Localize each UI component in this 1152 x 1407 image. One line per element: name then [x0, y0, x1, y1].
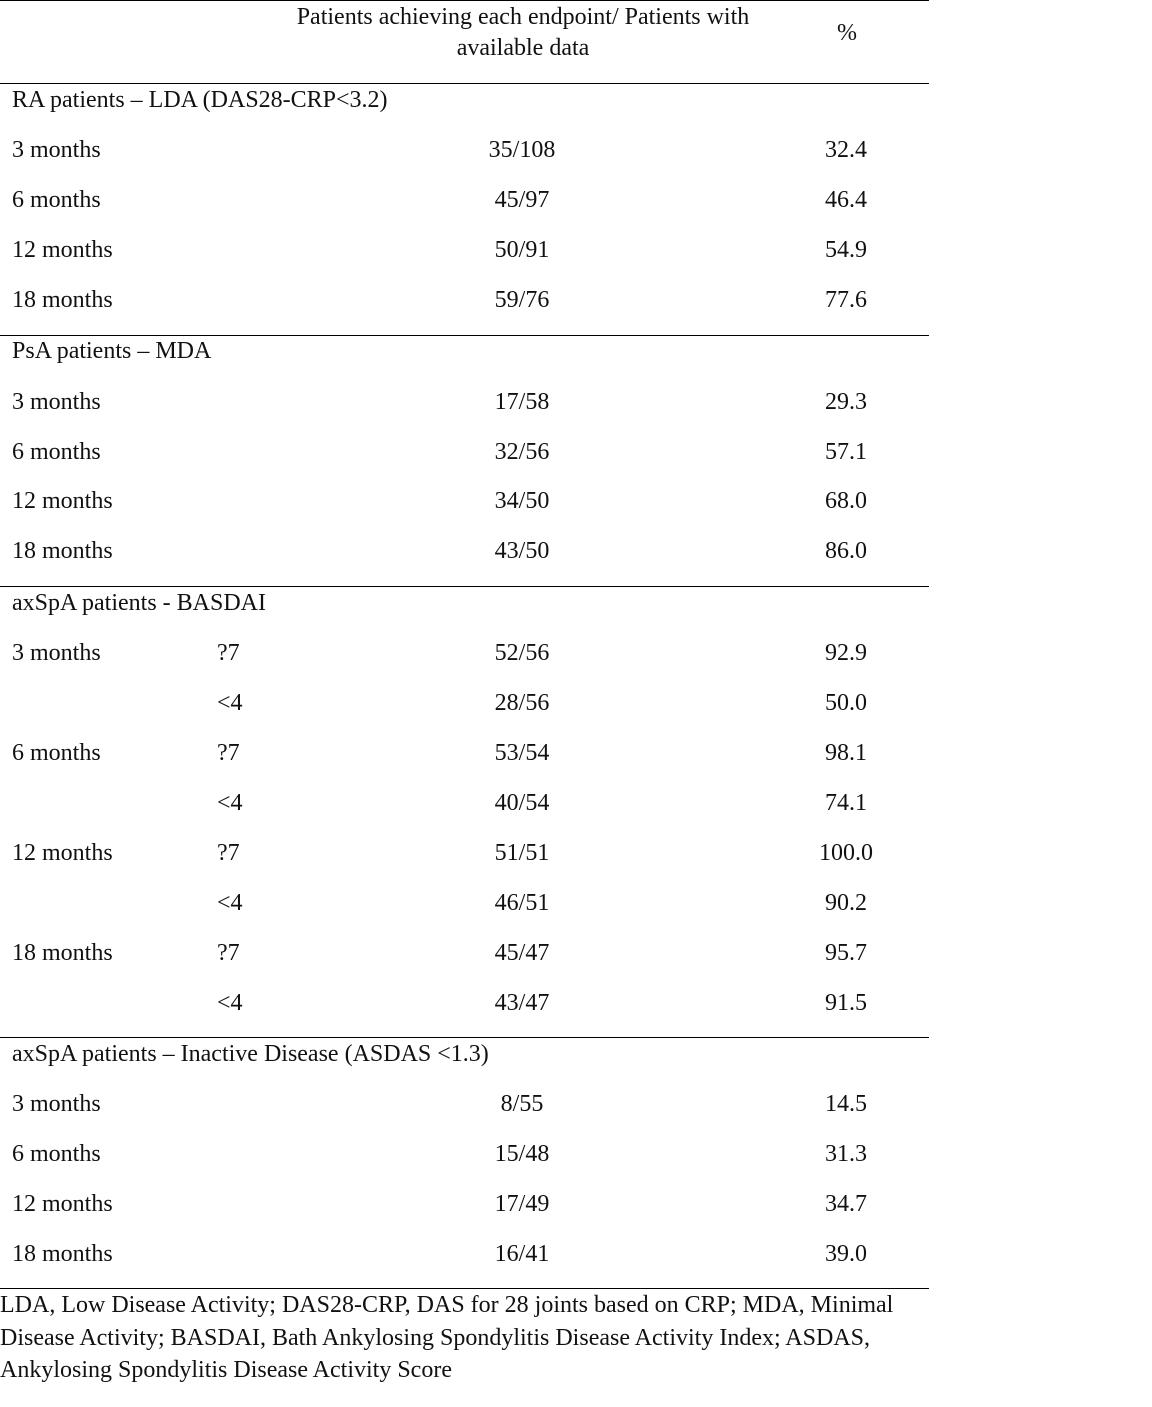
row-count: 45/47 [494, 940, 550, 966]
row-period: 6 months [12, 187, 101, 213]
header-bottom-rule [0, 83, 929, 84]
row-percent: 74.1 [825, 790, 867, 816]
row-threshold: <4 [217, 890, 243, 916]
row-count: 15/48 [494, 1141, 550, 1167]
row-count: 43/47 [494, 990, 550, 1016]
row-count: 34/50 [494, 488, 550, 514]
row-percent: 29.3 [825, 389, 867, 415]
row-count: 32/56 [494, 439, 550, 465]
row-percent: 31.3 [825, 1141, 867, 1167]
row-period: 18 months [12, 1241, 113, 1267]
row-percent: 34.7 [825, 1191, 867, 1217]
row-count: 53/54 [494, 740, 550, 766]
row-period: 18 months [12, 538, 113, 564]
row-period: 12 months [12, 1191, 113, 1217]
endpoint-column-header: Patients achieving each endpoint/ Patients with available data [296, 4, 750, 61]
row-percent: 39.0 [825, 1241, 867, 1267]
row-percent: 90.2 [825, 890, 867, 916]
row-percent: 95.7 [825, 940, 867, 966]
row-count: 8/55 [500, 1091, 544, 1117]
row-percent: 77.6 [825, 287, 867, 313]
table-top-rule [0, 0, 929, 1]
section-title-axspa-inactive: axSpA patients – Inactive Disease (ASDAS <1.3) [12, 1041, 489, 1067]
section-title-axspa-basdai: axSpA patients - BASDAI [12, 590, 266, 616]
row-percent: 92.9 [825, 640, 867, 666]
row-threshold: ?7 [217, 740, 240, 766]
row-percent: 50.0 [825, 690, 867, 716]
row-period: 3 months [12, 1091, 101, 1117]
row-percent: 86.0 [825, 538, 867, 564]
row-period: 3 months [12, 389, 101, 415]
row-percent: 100.0 [819, 840, 873, 866]
row-percent: 46.4 [825, 187, 867, 213]
row-percent: 68.0 [825, 488, 867, 514]
row-count: 51/51 [494, 840, 550, 866]
row-count: 16/41 [494, 1241, 550, 1267]
row-percent: 54.9 [825, 237, 867, 263]
row-threshold: <4 [217, 990, 243, 1016]
row-percent: 57.1 [825, 439, 867, 465]
row-count: 17/58 [494, 389, 550, 415]
row-threshold: ?7 [217, 840, 240, 866]
row-count: 52/56 [494, 640, 550, 666]
row-period: 12 months [12, 840, 113, 866]
row-period: 18 months [12, 940, 113, 966]
row-count: 43/50 [494, 538, 550, 564]
row-period: 12 months [12, 488, 113, 514]
row-period: 18 months [12, 287, 113, 313]
row-count: 17/49 [494, 1191, 550, 1217]
percent-column-header: % [837, 20, 857, 46]
row-period: 6 months [12, 1141, 101, 1167]
row-threshold: <4 [217, 690, 243, 716]
row-period: 3 months [12, 137, 101, 163]
row-period: 6 months [12, 740, 101, 766]
row-period: 12 months [12, 237, 113, 263]
row-percent: 98.1 [825, 740, 867, 766]
row-threshold: ?7 [217, 640, 240, 666]
row-threshold: <4 [217, 790, 243, 816]
row-count: 50/91 [494, 237, 550, 263]
section-divider-rule [0, 586, 929, 587]
row-percent: 32.4 [825, 137, 867, 163]
row-count: 46/51 [494, 890, 550, 916]
row-threshold: ?7 [217, 940, 240, 966]
row-count: 28/56 [494, 690, 550, 716]
row-count: 35/108 [488, 137, 556, 163]
section-title-psa: PsA patients – MDA [12, 338, 212, 364]
row-percent: 14.5 [825, 1091, 867, 1117]
row-percent: 91.5 [825, 990, 867, 1016]
section-title-ra: RA patients – LDA (DAS28-CRP<3.2) [12, 87, 388, 113]
table-footnote: LDA, Low Disease Activity; DAS28-CRP, DAS for 28 joints based on CRP; MDA, Minimal Disease Activity; BASDAI, Bath Ankylosing Spondylitis Disease Activity Index; ASDAS, Ankylosing Spondylitis Disease Activity Score [0, 1292, 894, 1383]
row-count: 40/54 [494, 790, 550, 816]
row-count: 45/97 [494, 187, 550, 213]
row-period: 6 months [12, 439, 101, 465]
row-period: 3 months [12, 640, 101, 666]
section-divider-rule [0, 1037, 929, 1038]
row-count: 59/76 [494, 287, 550, 313]
